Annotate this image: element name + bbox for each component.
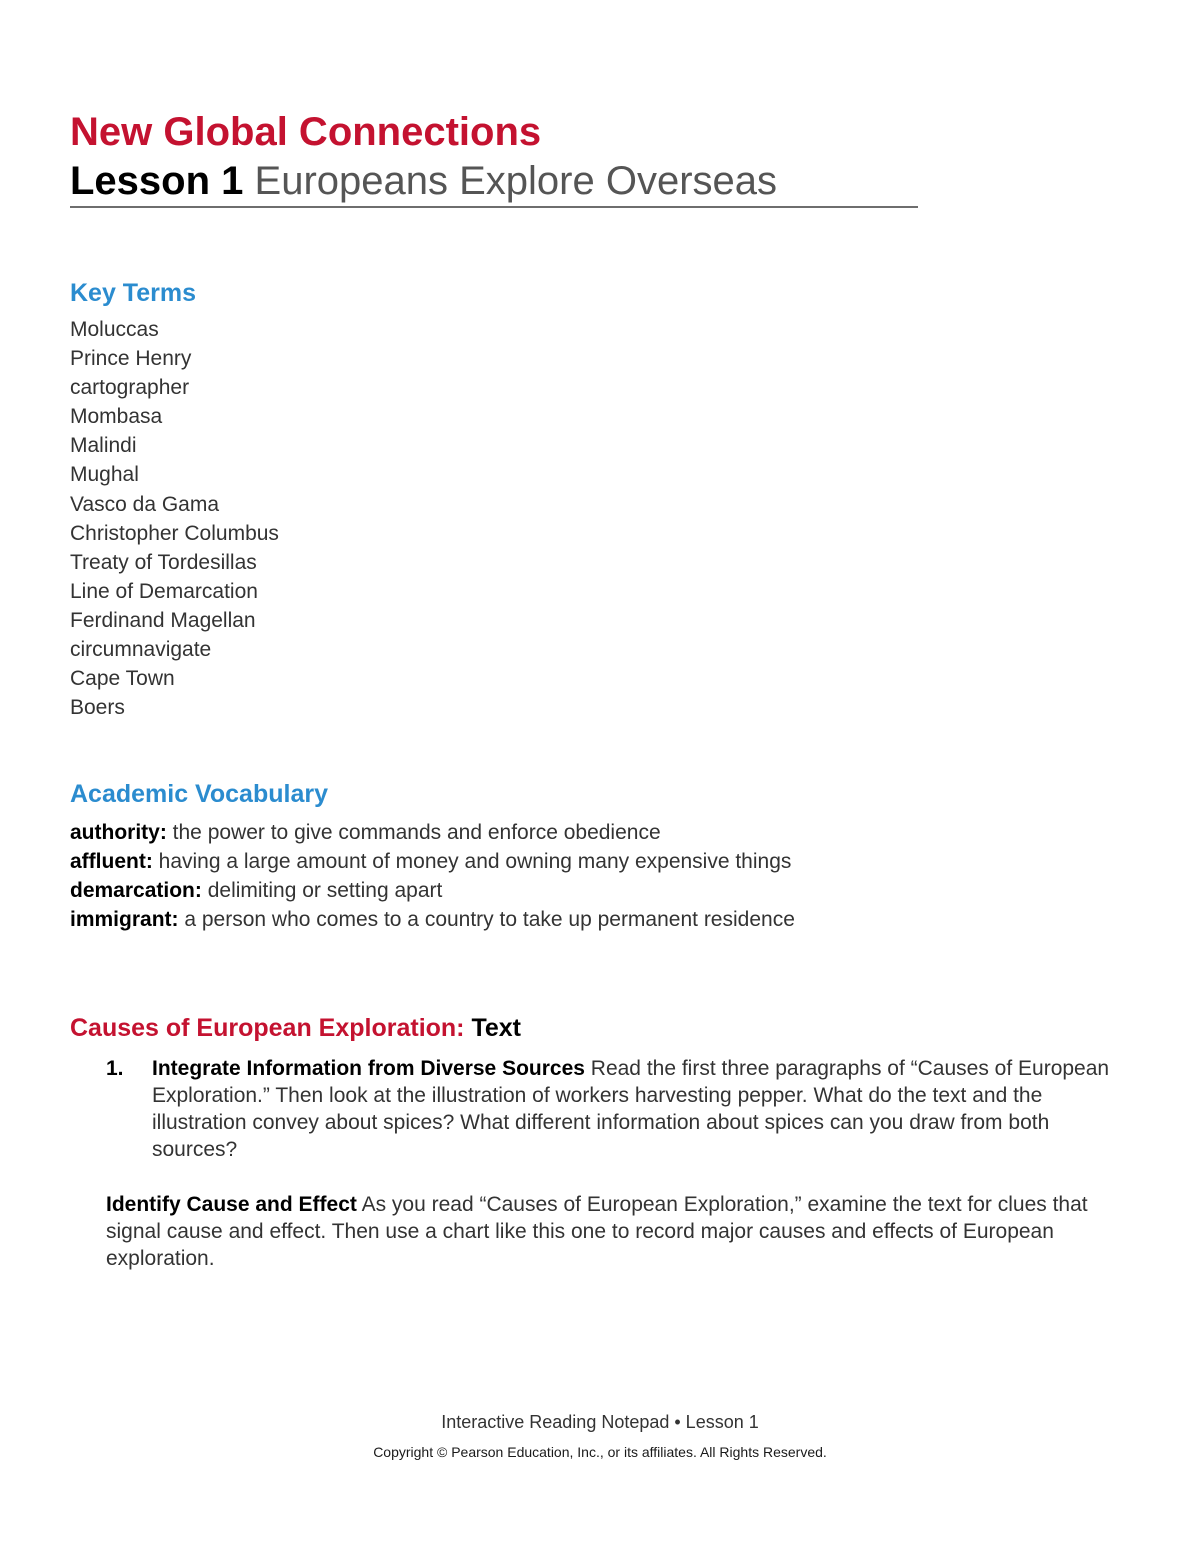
key-term: Treaty of Tordesillas <box>70 550 257 574</box>
document-page <box>70 0 1130 1553</box>
key-terms-list <box>70 315 279 722</box>
causes-heading-type: Text <box>464 1014 522 1042</box>
vocabulary-item <box>70 818 795 847</box>
footer-copyright: Copyright © Pearson Education, Inc., or its affiliates. All Rights Reserved. <box>373 1444 827 1460</box>
vocabulary-item <box>70 905 795 934</box>
vocabulary-item <box>70 876 795 905</box>
key-term: Cape Town <box>70 667 175 691</box>
vocabulary-item <box>70 847 795 876</box>
vocabulary-definition: the power to give commands and enforce obedience <box>166 821 661 844</box>
key-term: circumnavigate <box>70 638 212 662</box>
unit-title: New Global Connections <box>70 110 542 154</box>
question-1 <box>106 1055 1130 1163</box>
vocabulary-list <box>70 818 795 934</box>
academic-vocabulary-heading: Academic Vocabulary <box>70 780 328 808</box>
key-term: Mombasa <box>70 405 163 429</box>
key-term: Prince Henry <box>70 347 192 371</box>
question-number: 1. <box>106 1057 124 1080</box>
vocabulary-term: immigrant: <box>70 908 179 931</box>
key-term: Line of Demarcation <box>70 579 258 603</box>
cause-effect-text: As you read “Causes of European Exploration,” examine the text for clues that signal cause and effect. Then use a chart like this one to record major causes and effects of European exploration. <box>106 1193 1088 1270</box>
cause-effect-paragraph <box>106 1191 1130 1272</box>
key-term: Moluccas <box>70 318 159 341</box>
key-term: Mughal <box>70 463 139 487</box>
lesson-label: Lesson 1 <box>70 159 244 203</box>
lesson-title <box>70 158 918 208</box>
vocabulary-term: affluent: <box>70 850 153 873</box>
vocabulary-term: demarcation: <box>70 879 202 902</box>
key-term: cartographer <box>70 376 190 400</box>
key-term: Christopher Columbus <box>70 521 279 545</box>
vocabulary-definition: delimiting or setting apart <box>201 879 443 902</box>
footer-notepad: Interactive Reading Notepad • Lesson 1 <box>441 1412 759 1432</box>
question-text: Read the first three paragraphs of “Causes of European Exploration.” Then look at the illustration of workers harvesting pepper. What do the text and the illustration convey about spices? What different information about spices can you draw from both sources? <box>152 1057 1110 1161</box>
key-term: Boers <box>70 696 125 720</box>
lesson-name: Europeans Explore Overseas <box>254 159 778 203</box>
cause-effect-skill: Identify Cause and Effect <box>106 1193 357 1216</box>
causes-heading-title: Causes of European Exploration: <box>70 1014 465 1042</box>
question-skill: Integrate Information from Diverse Sources <box>152 1057 585 1080</box>
key-term: Vasco da Gama <box>70 492 220 516</box>
key-term: Malindi <box>70 434 137 458</box>
key-terms-heading: Key Terms <box>70 279 196 307</box>
causes-section-heading <box>70 1013 521 1043</box>
vocabulary-definition: a person who comes to a country to take up permanent residence <box>178 908 795 931</box>
vocabulary-term: authority: <box>70 821 167 844</box>
key-term: Ferdinand Magellan <box>70 608 256 632</box>
question-body <box>152 1055 1130 1163</box>
vocabulary-definition: having a large amount of money and owning many expensive things <box>152 850 792 873</box>
